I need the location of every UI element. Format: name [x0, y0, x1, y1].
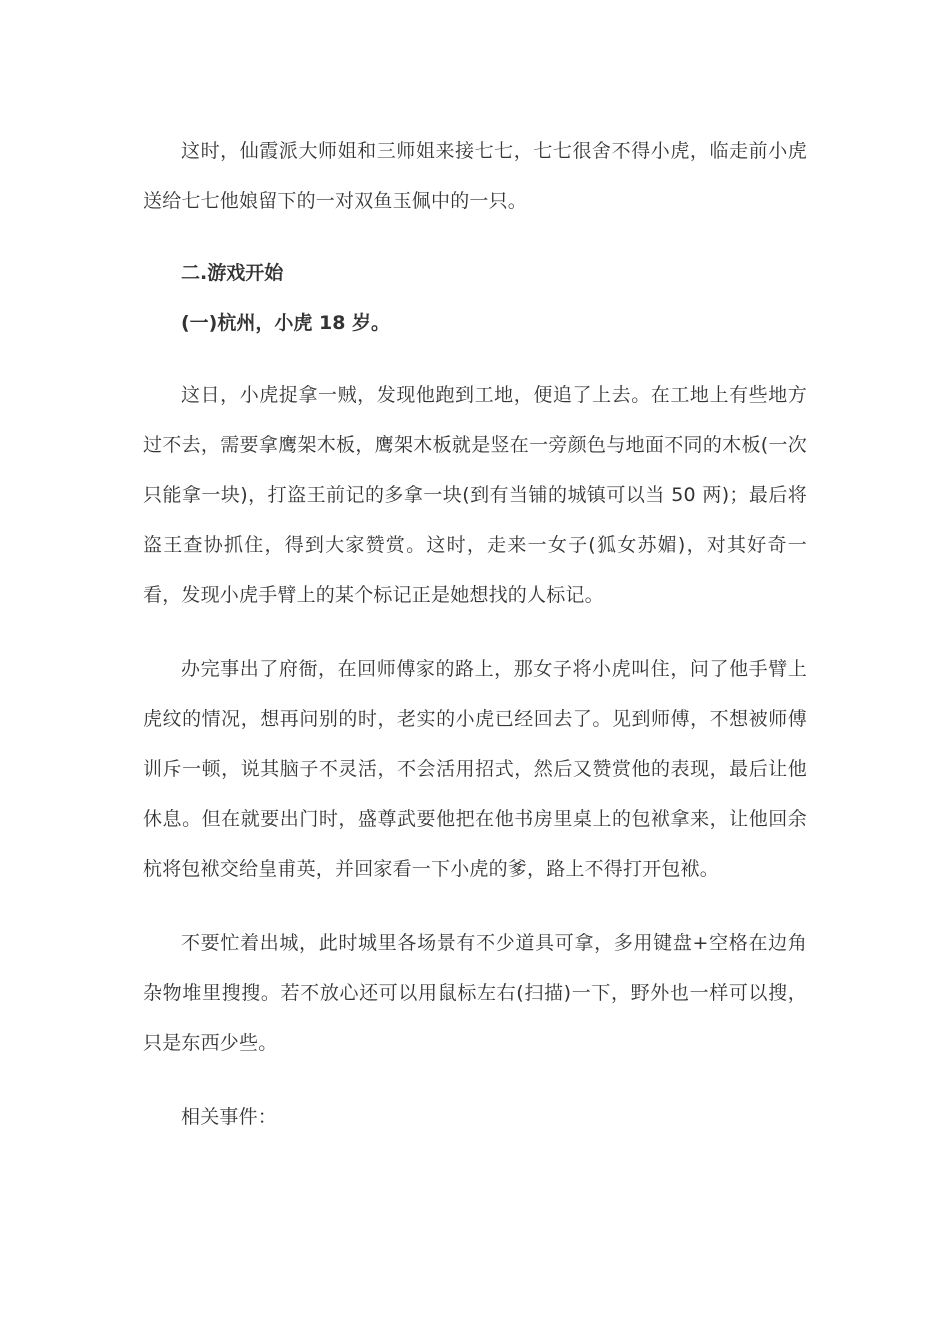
- spacer: [143, 1068, 807, 1092]
- spacer: [143, 348, 807, 370]
- spacer: [143, 894, 807, 918]
- spacer: [143, 226, 807, 248]
- paragraph-related-events: 相关事件：: [181, 1106, 278, 1128]
- spacer: [143, 620, 807, 644]
- section-heading: 二.游戏开始: [181, 262, 284, 284]
- document-body: [143, 126, 807, 1142]
- subsection-heading: (一)杭州，小虎 18 岁。: [181, 312, 391, 334]
- paragraph-search-tip: 不要忙着出城，此时城里各场景有不少道具可拿，多用键盘+空格在边角杂物堆里搜搜。若不放心还可以用鼠标左右(扫描)一下，野外也一样可以搜，只是东西少些。: [143, 932, 807, 1054]
- paragraph-master-errand: 办完事出了府衙，在回师傅家的路上，那女子将小虎叫住，问了他手臂上虎纹的情况，想再问别的时，老实的小虎已经回去了。见到师傅，不想被师傅训斥一顿，说其脑子不灵活，不会活用招式，然后又赞赏他的表现，最后让他休息。但在就要出门时，盛尊武要他把在他书房里桌上的包袱拿来，让他回余杭将包袱交给皇甫英，并回家看一下小虎的爹，路上不得打开包袱。: [143, 658, 807, 880]
- paragraph-thief-chase: 这日，小虎捉拿一贼，发现他跑到工地，便追了上去。在工地上有些地方过不去，需要拿鹰架木板，鹰架木板就是竖在一旁颜色与地面不同的木板(一次只能拿一块)，打盗王前记的多拿一块(到有当铺的城镇可以当 50 两)；最后将盗王查协抓住，得到大家赞赏。这时，走来一女子(狐女苏媚)，对其好奇一看，发现小虎手臂上的某个标记正是她想找的人标记。: [143, 384, 807, 606]
- paragraph-intro: 这时，仙霞派大师姐和三师姐来接七七，七七很舍不得小虎，临走前小虎送给七七他娘留下的一对双鱼玉佩中的一只。: [143, 140, 807, 212]
